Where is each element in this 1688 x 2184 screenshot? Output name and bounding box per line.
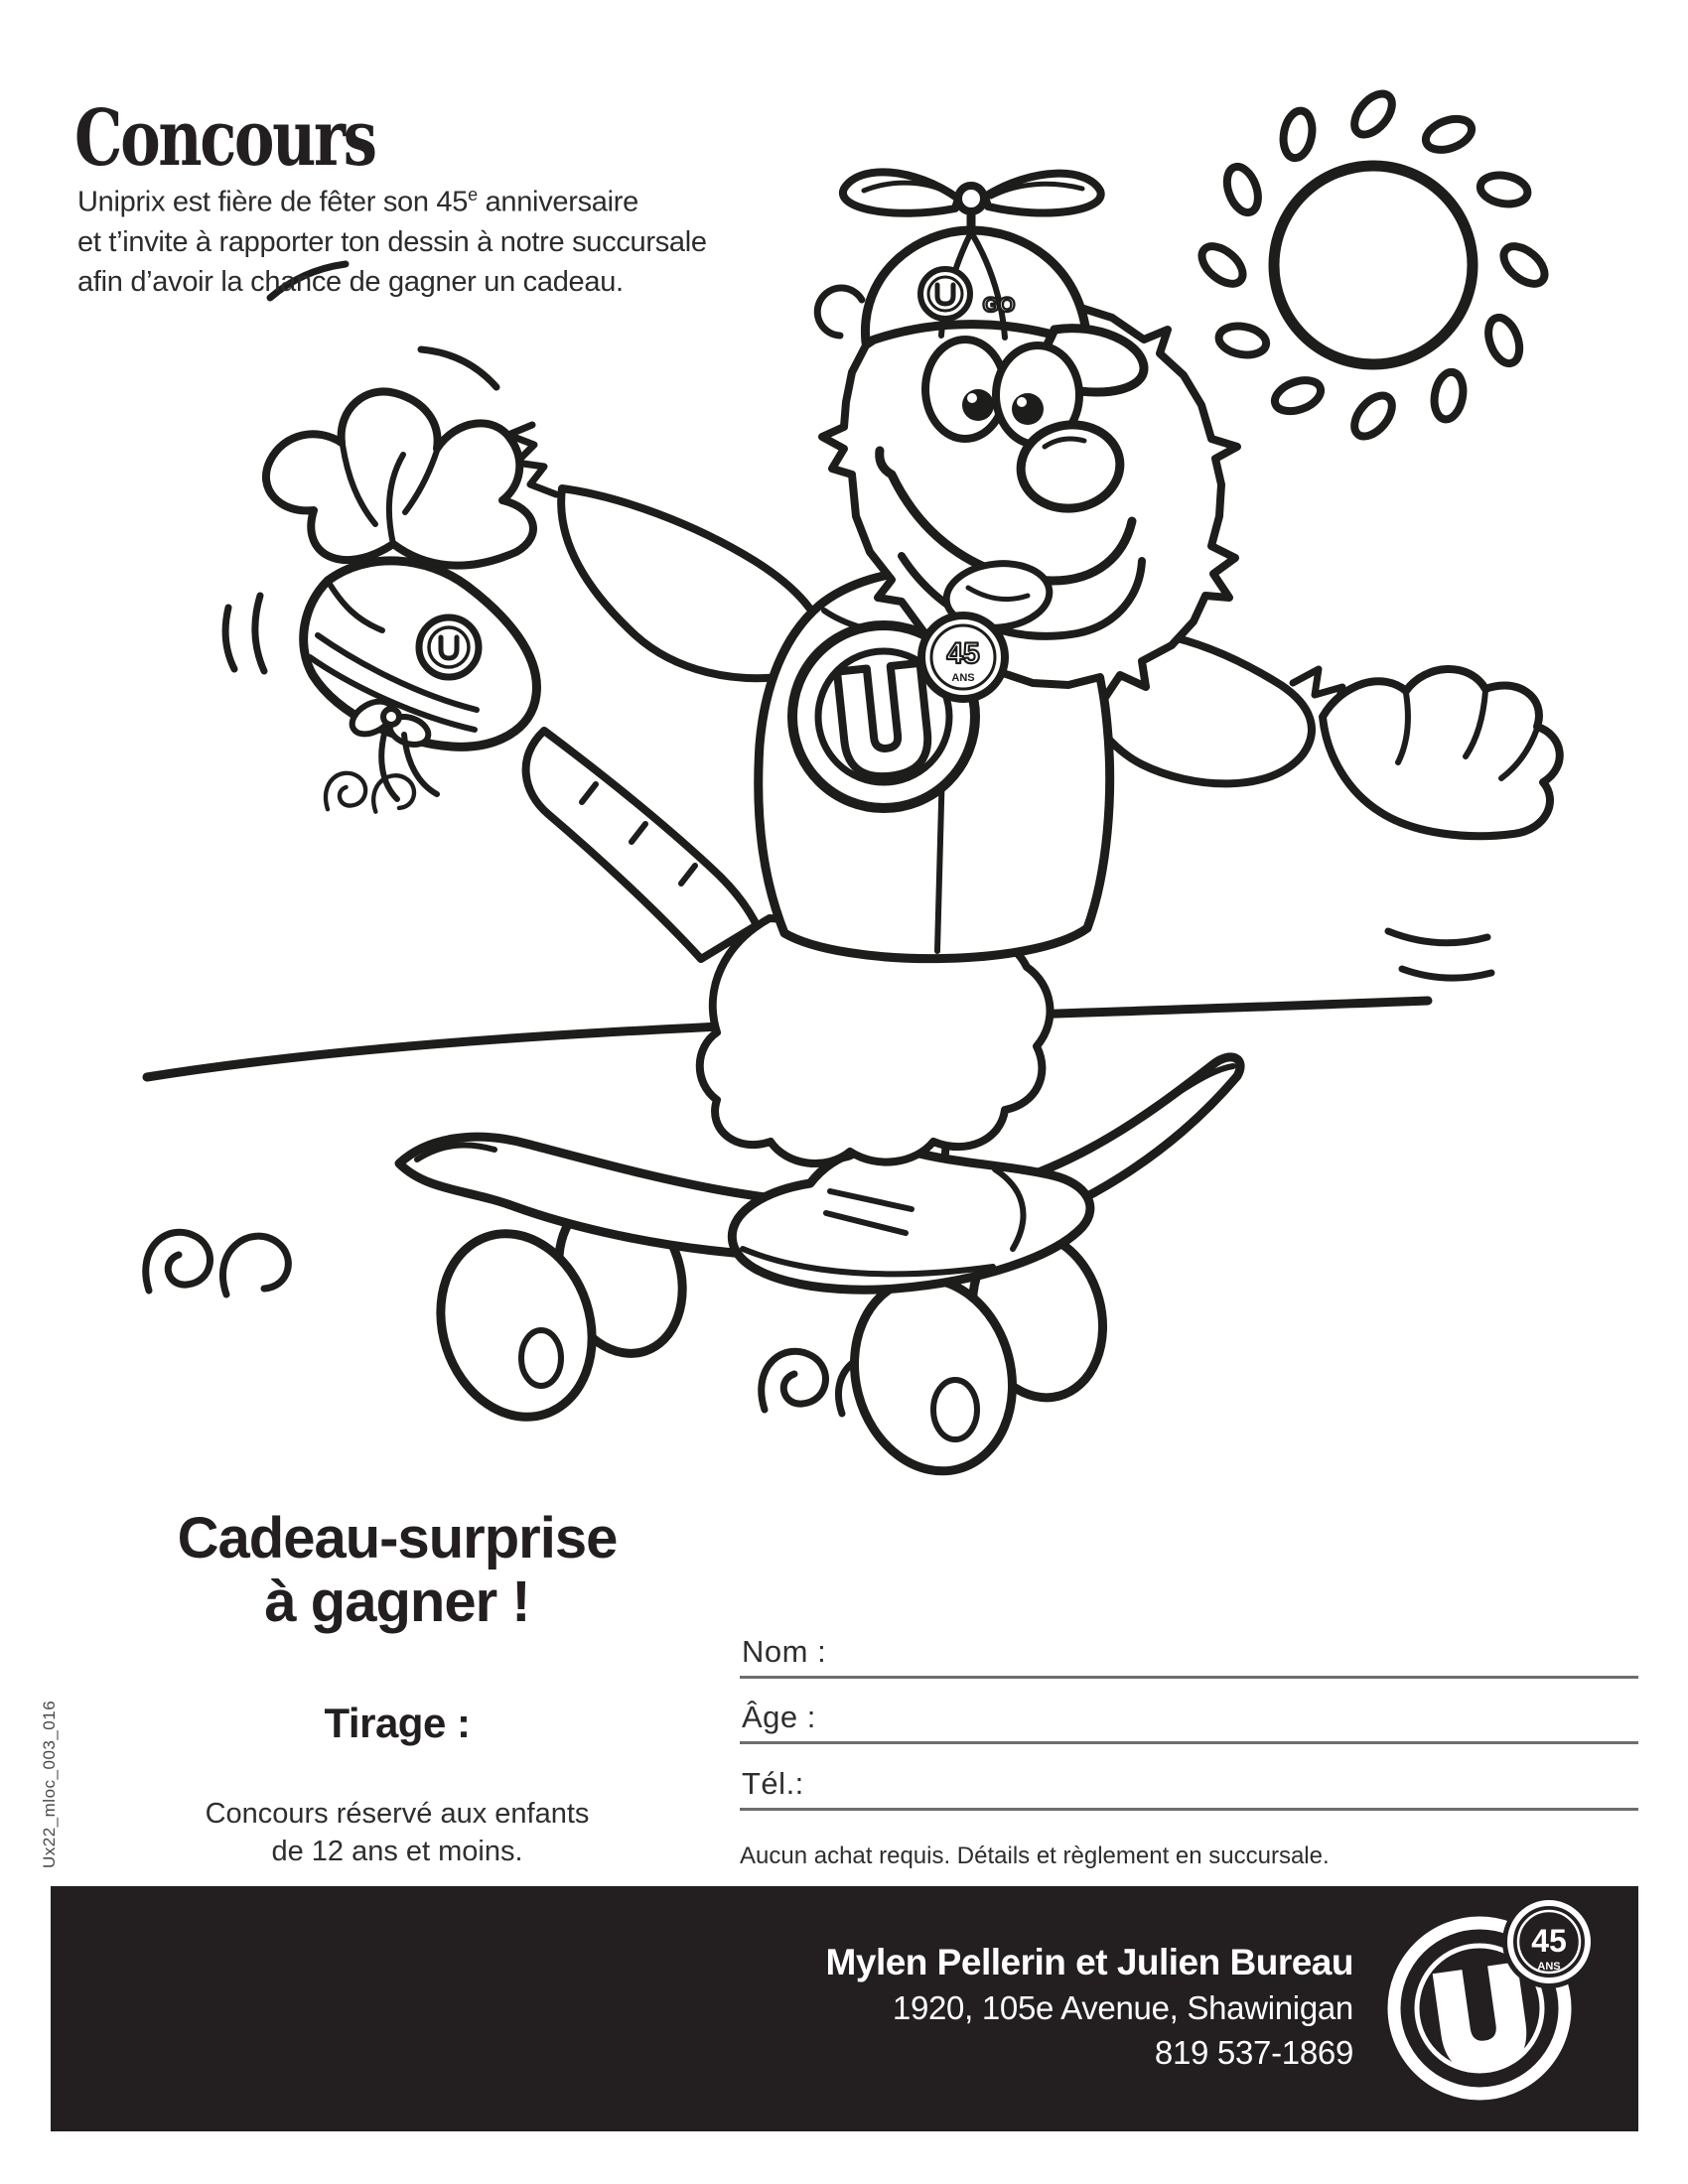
chest-badge-number: 45 xyxy=(946,637,980,670)
intro-line-3: afin d’avoir la chance de gagner un cadeau. xyxy=(77,265,624,298)
phone-label: Tél.: xyxy=(742,1766,804,1801)
propeller-blade-left xyxy=(843,172,958,212)
page-title: Concours xyxy=(74,93,375,185)
store-address: 1920, 105e Avenue, Shawinigan xyxy=(892,1989,1353,2026)
intro-text xyxy=(77,175,707,302)
uniprix-logo xyxy=(1380,1894,1618,2108)
name-field-row xyxy=(740,1625,1638,1679)
name-label: Nom : xyxy=(742,1634,827,1669)
draw-label: Tirage : xyxy=(324,1700,471,1746)
age-field-row xyxy=(740,1691,1638,1744)
cap-logo-text: GO xyxy=(982,294,1016,317)
age-label: Âge : xyxy=(742,1700,816,1734)
bear-ear xyxy=(817,288,862,336)
sun-illustration xyxy=(1196,87,1552,444)
intro-line-1: Uniprix est fière de fêter son 45e anniversaire xyxy=(77,185,638,218)
eligibility-line-2: de 12 ans et moins. xyxy=(271,1836,523,1867)
prize-line-1: Cadeau-surprise xyxy=(177,1506,618,1570)
chest-badge-label: ANS xyxy=(951,672,975,684)
mascot-illustration xyxy=(146,172,1560,1489)
chest-badge xyxy=(921,615,1005,699)
eligibility-note xyxy=(99,1795,695,1870)
logo-badge-number: 45 xyxy=(1531,1923,1567,1959)
phone-field-row xyxy=(740,1757,1638,1811)
raised-leg xyxy=(526,731,757,959)
logo-45-badge xyxy=(1502,1895,1596,1988)
store-phone: 819 537-1869 xyxy=(1154,2034,1353,2071)
print-reference-code: Ux22_mloc_003_016 xyxy=(40,1700,59,1868)
logo-badge-label: ANS xyxy=(1537,1961,1561,1973)
store-info xyxy=(826,1940,1353,2075)
disclaimer-text: Aucun achat requis. Détails et règlement en succursale. xyxy=(740,1843,1330,1869)
prize-line-2: à gagner ! xyxy=(264,1570,530,1634)
store-owners: Mylen Pellerin et Julien Bureau xyxy=(825,1942,1353,1982)
intro-line-2: et t’invite à rapporter ton dessin à notre succursale xyxy=(77,225,707,258)
eligibility-line-1: Concours réservé aux enfants xyxy=(205,1798,590,1830)
raised-sneaker xyxy=(304,561,537,799)
shoe-logo xyxy=(419,617,479,677)
prize-heading xyxy=(99,1507,695,1634)
